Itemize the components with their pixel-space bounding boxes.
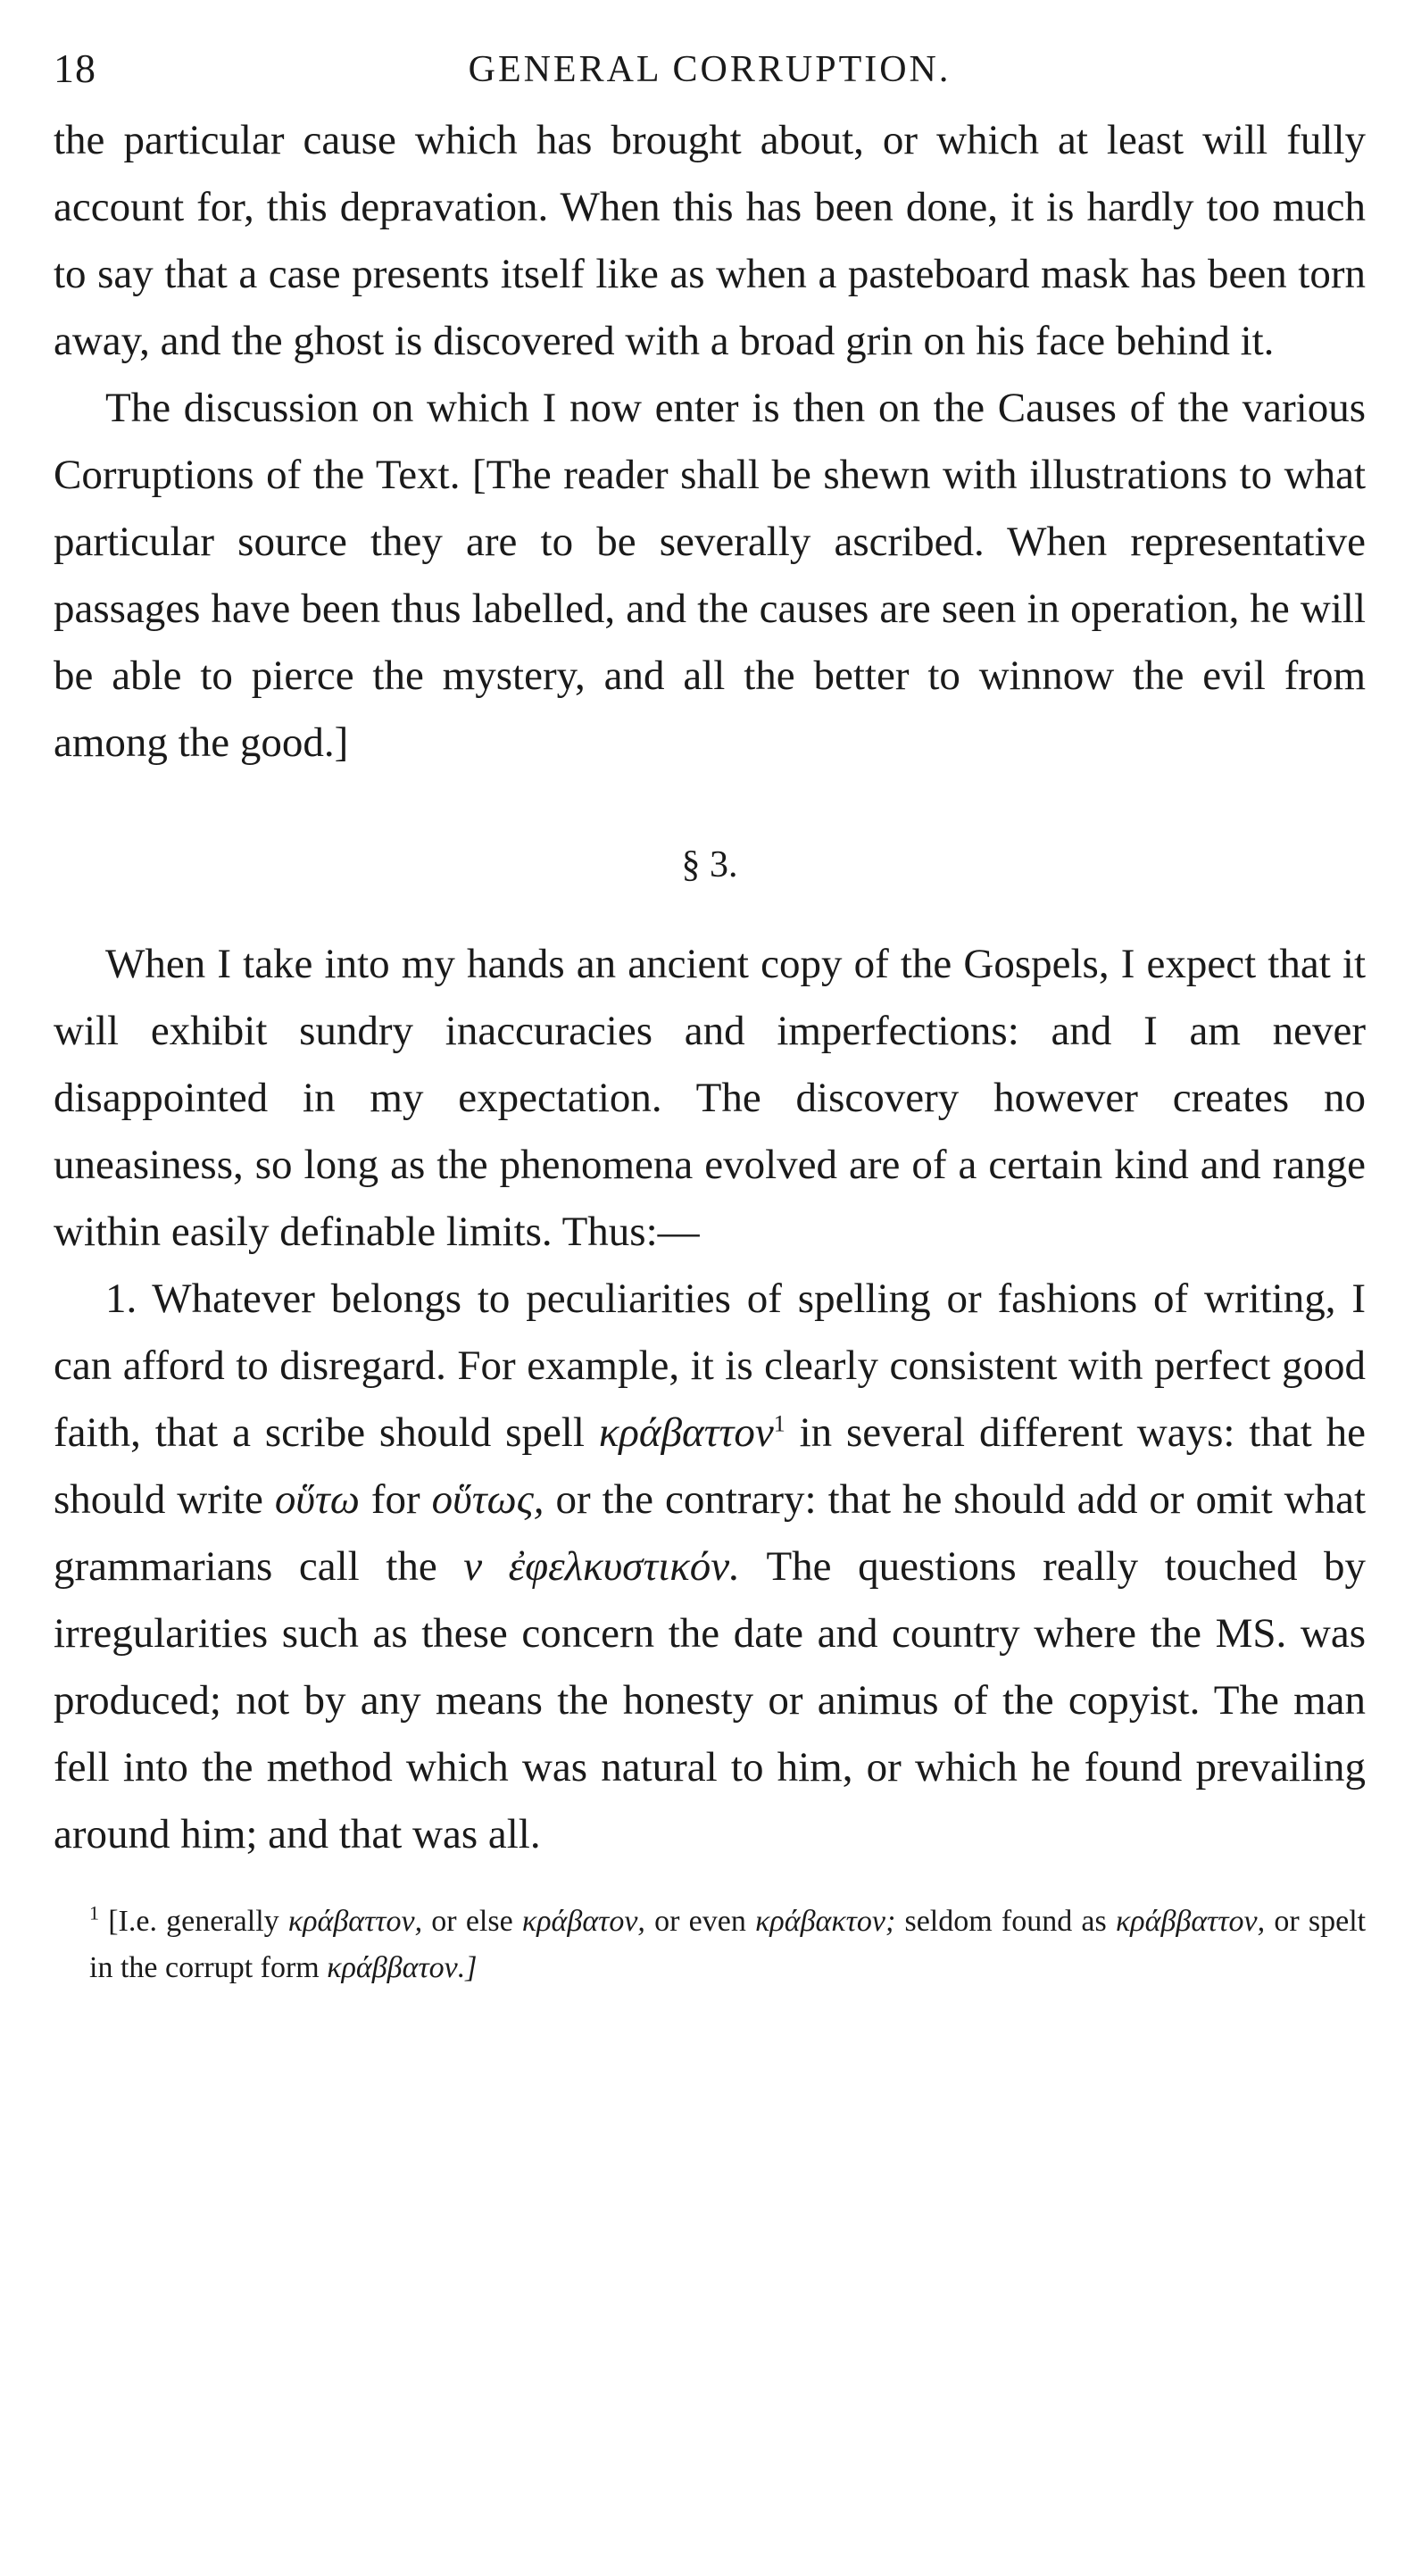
footnote-text-b: or else xyxy=(431,1905,513,1938)
running-head-title: GENERAL CORRUPTION. xyxy=(468,49,952,90)
page-number: 18 xyxy=(54,46,96,91)
paragraph-4 xyxy=(54,1266,1366,1868)
footnote-text-a: [I.e. generally xyxy=(108,1905,279,1938)
footnote-text-e: or spelt in the corrupt form xyxy=(89,1905,1367,1984)
footnote-marker: 1 xyxy=(89,1901,99,1924)
section-spacer xyxy=(54,777,1366,832)
footnote-greek-3: κράβακτον; xyxy=(755,1905,896,1938)
paragraph-1: the particular cause which has brought about, or which at least will fully account for, this depravation. When this has been done, it is hardly too much to say that a case presents itself like as when a pasteboard mask has been torn away, and the ghost is discovered with a broad grin on his face behind it. xyxy=(54,117,1366,364)
footnotes xyxy=(54,1899,1366,1991)
footnote-greek-4: κράββαττον, xyxy=(1115,1905,1266,1938)
greek-term-houtos: οὕτως, xyxy=(431,1476,544,1523)
greek-term-krabatton: κράβαττον xyxy=(598,1409,774,1456)
paragraph-4-number: 1. xyxy=(105,1276,137,1322)
footnote-reference[interactable]: 1 xyxy=(773,1410,785,1437)
paragraph-4-text-e: The questions really touched by irregularities such as these concern the date and country where the MS. was produced; not by any means the honesty or animus of the copyist. The man fell into the method which was natural to him, or which he found prevailing around him; and that was all. xyxy=(54,1543,1367,1857)
footnote-greek-2: κράβατον, xyxy=(521,1905,645,1938)
paragraph-4-text-b: in several different ways: that he should write xyxy=(54,1409,1367,1523)
book-page xyxy=(54,45,1366,1991)
running-head xyxy=(54,45,1366,107)
paragraph-3: When I take into my hands an ancient copy of the Gospels, I expect that it will exhibit sundry inaccuracies and imperfections: and I am never disappointed in my expectation. The discovery however creates no uneasiness, so long as the phenomena evolved are of a certain kind and range within easily definable limits. Thus:— xyxy=(54,941,1366,1255)
greek-term-ephelkustikon: ν ἐφελκυστικόν. xyxy=(463,1543,740,1590)
paragraph-4-text-a: Whatever belongs to peculiarities of spelling or fashions of writing, I can afford to disregard. For example, it is clearly consistent with perfect good faith, that a scribe should spell xyxy=(54,1276,1366,1456)
paragraph-2: The discussion on which I now enter is then on the Causes of the various Corruptions of the Text. [The reader shall be shewn with illustrations to what particular source they are to be severally ascribed. When representative passages have been thus labelled, and the causes are seen in operation, he will be able to pierce the mystery, and all the better to winnow the evil from among the good.] xyxy=(54,385,1366,766)
footnote-text-c: or even xyxy=(654,1905,746,1938)
footnote-greek-5: κράββατον.] xyxy=(327,1951,478,1984)
footnote-1 xyxy=(54,1899,1366,1991)
greek-term-houto: οὕτω xyxy=(274,1476,360,1523)
footnote-text-d: seldom found as xyxy=(904,1905,1107,1938)
paragraph-4-text-d: or the contrary: that he should add or omit what grammarians call the xyxy=(54,1476,1367,1590)
section-heading: § 3. xyxy=(681,844,738,885)
footnote-greek-1: κράβαττον, xyxy=(287,1905,423,1938)
paragraph-4-text-c: for xyxy=(370,1476,420,1523)
